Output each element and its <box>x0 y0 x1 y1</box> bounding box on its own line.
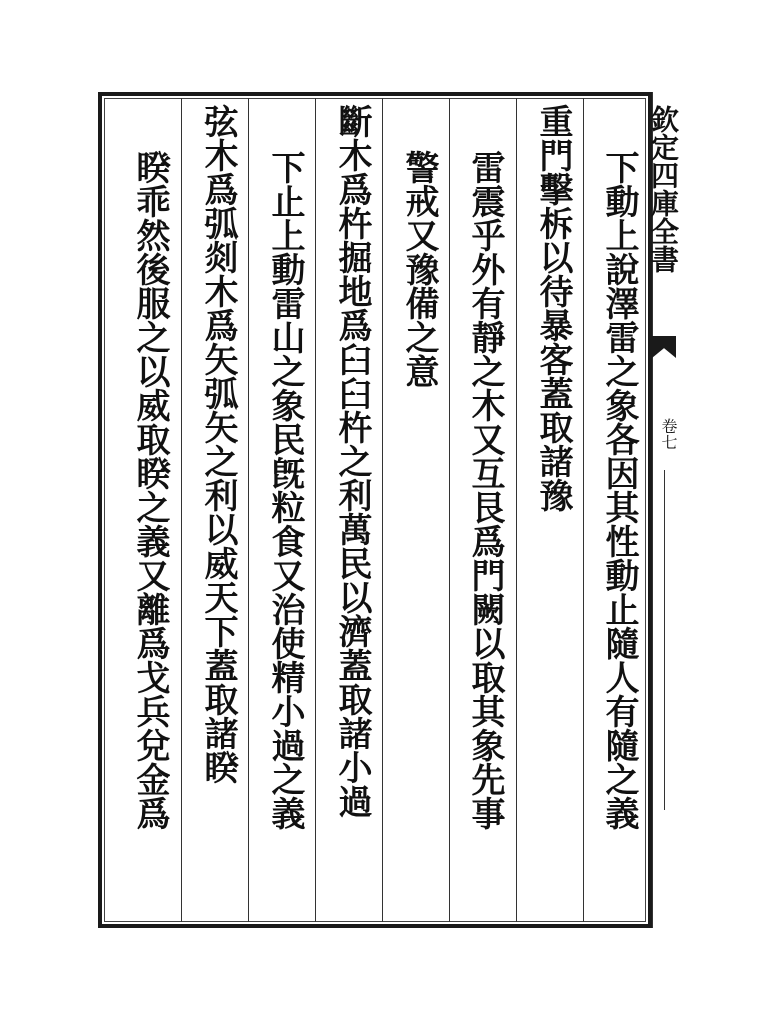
text-column-1: 下動上說澤雷之象各因其性動止隨人有隨之義 <box>599 150 639 830</box>
column-rule <box>516 98 517 922</box>
text-column-8: 睽乖然後服之以威取睽之義又離爲戈兵兌金爲 <box>130 150 170 830</box>
text-column-3: 雷震乎外有靜之木又互艮爲門闕以取其象先事 <box>465 150 505 830</box>
text-column-5: 斷木爲杵掘地爲臼臼杵之利萬民以濟蓋取諸小過 <box>332 104 372 818</box>
text-column-6: 下止上動雷山之象民旣粒食又治使精小過之義 <box>265 150 305 830</box>
column-rule <box>248 98 249 922</box>
text-column-7: 弦木爲弧剡木爲矢弧矢之利以威天下蓋取諸睽 <box>198 104 238 784</box>
column-rule <box>382 98 383 922</box>
margin-volume: 卷七 <box>659 418 678 450</box>
margin-line <box>664 470 665 810</box>
column-rule <box>583 98 584 922</box>
margin-title: 欽定四庫全書 <box>647 105 680 273</box>
column-rule <box>315 98 316 922</box>
column-rule <box>449 98 450 922</box>
text-column-4: 警戒又豫備之意 <box>399 150 439 388</box>
text-column-2: 重門擊柝以待暴客蓋取諸豫 <box>533 104 573 512</box>
column-rule <box>181 98 182 922</box>
